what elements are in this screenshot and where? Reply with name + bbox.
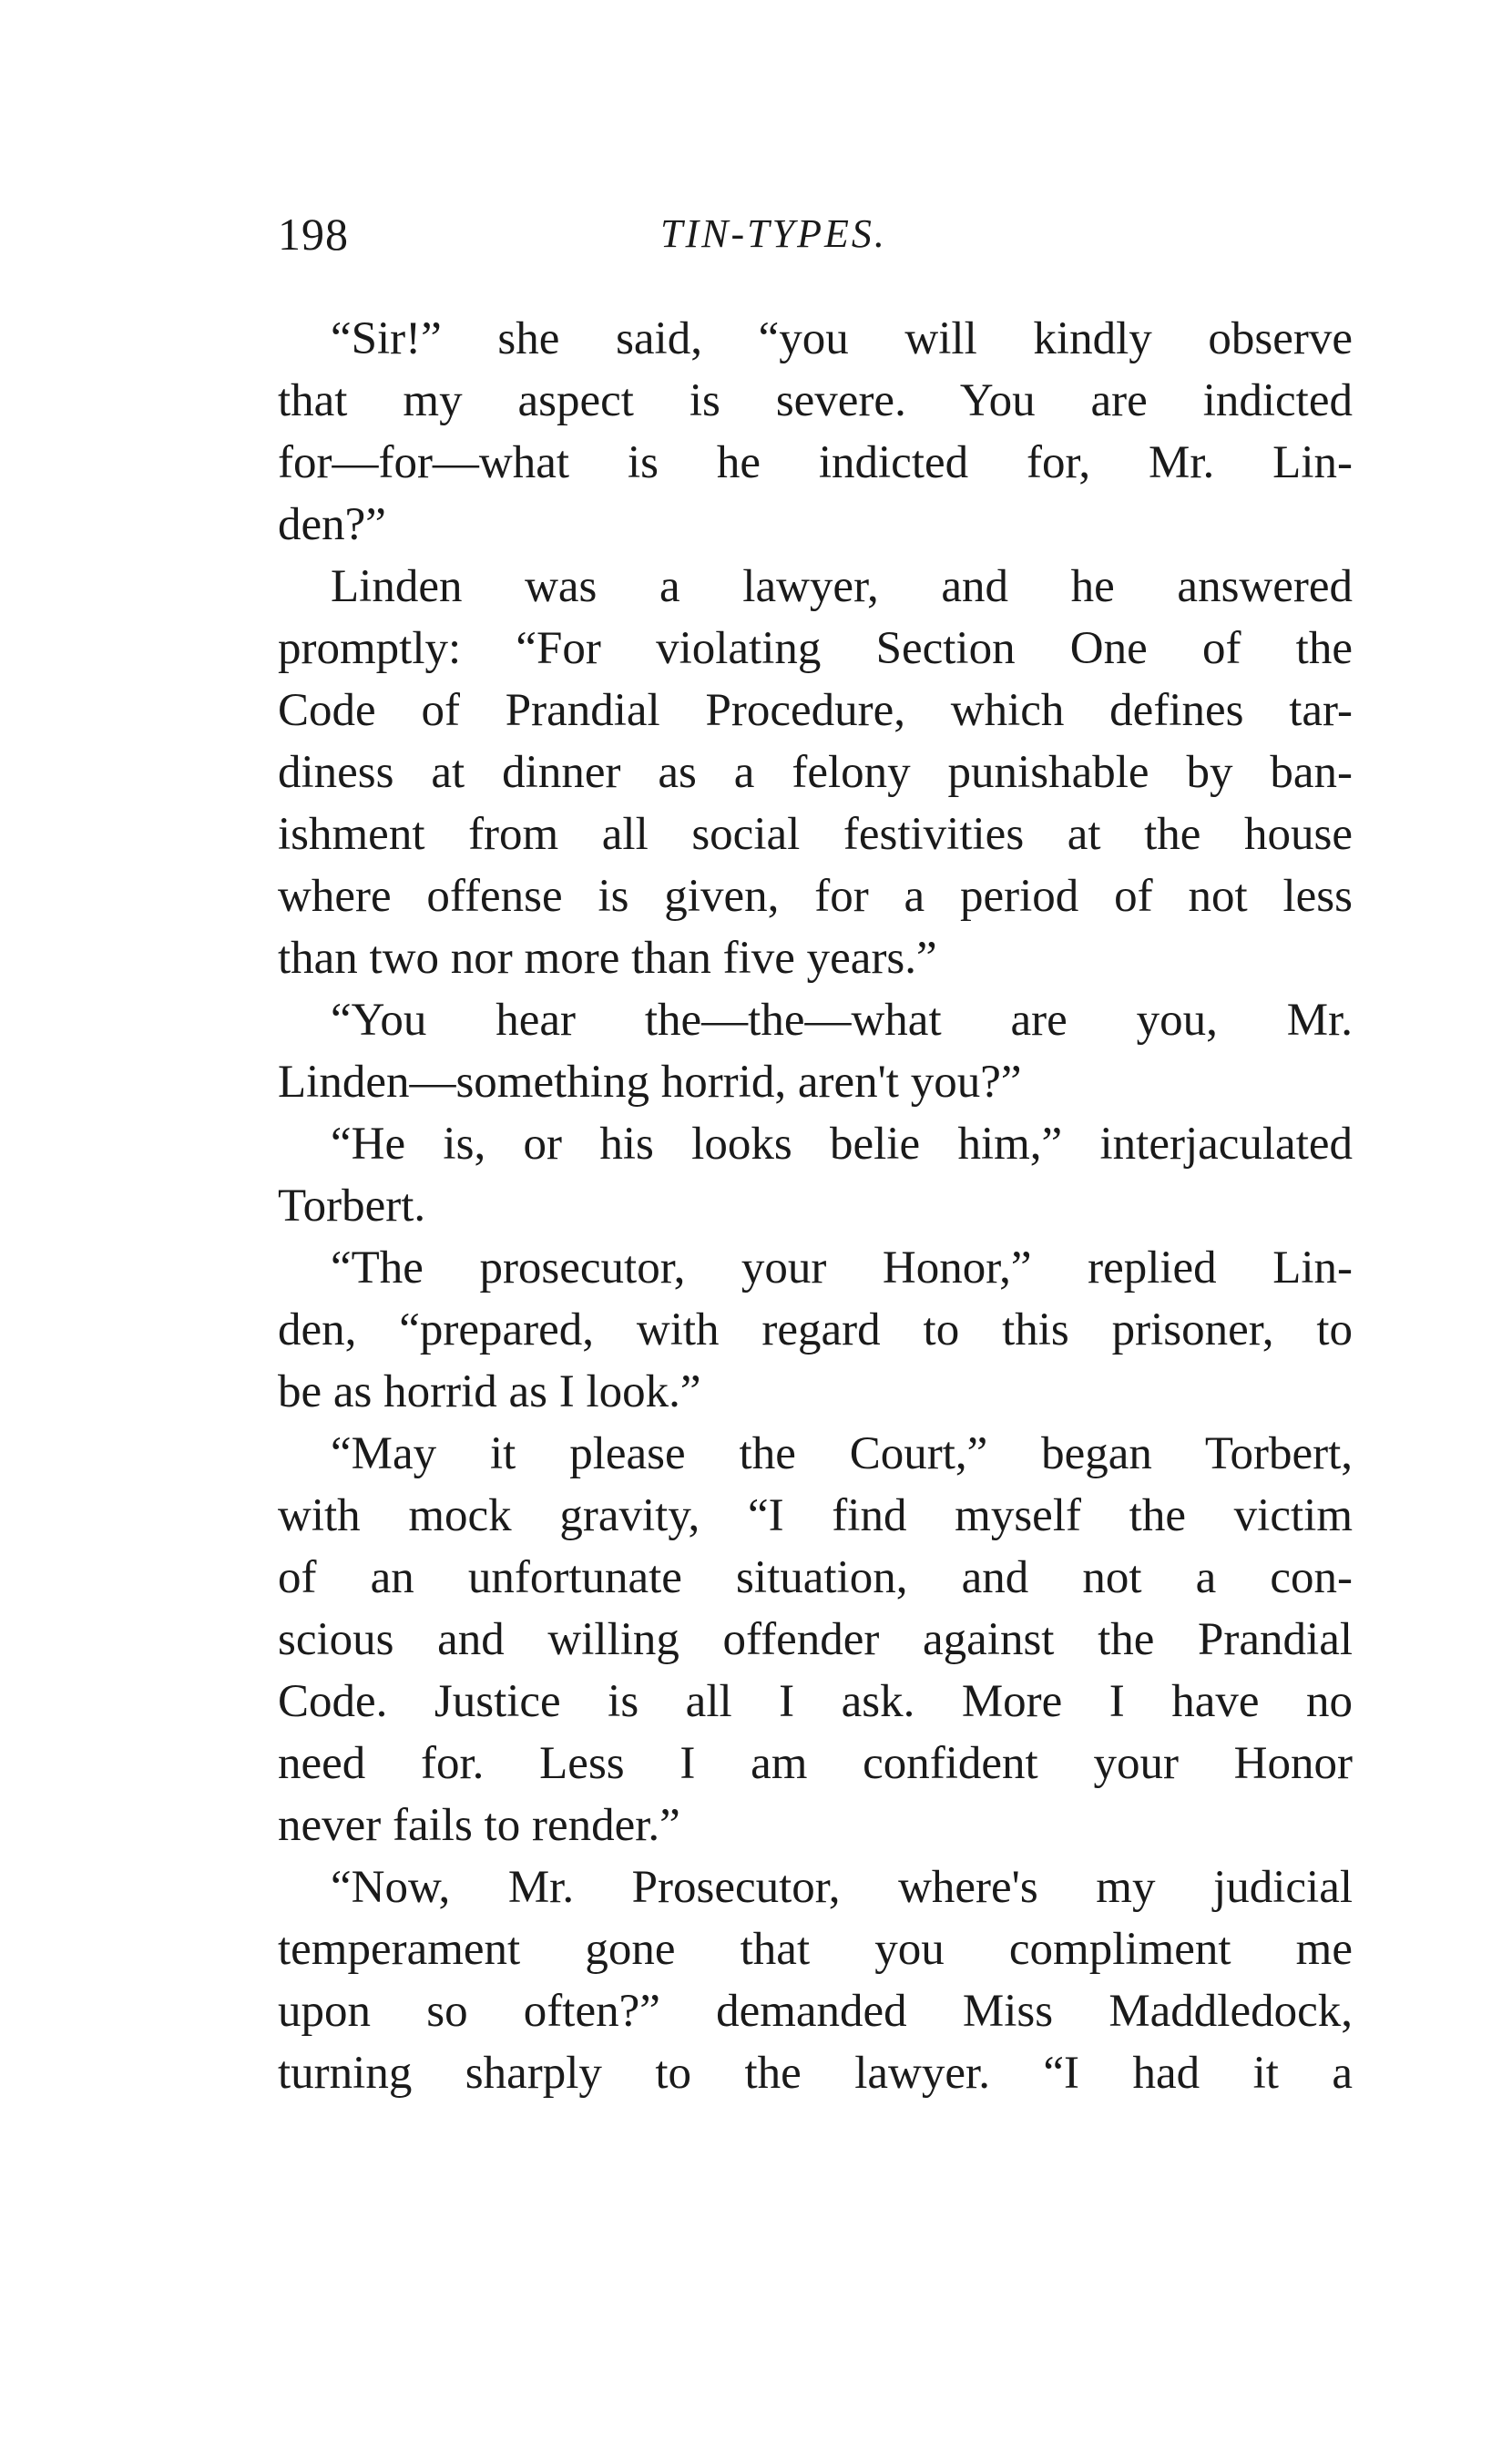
text-line: ishment from all social festivities at the house bbox=[278, 809, 1353, 860]
text-line: Torbert. bbox=[278, 1181, 426, 1232]
text-line: Code. Justice is all I ask. More I have no bbox=[278, 1676, 1353, 1727]
text-line: Linden—something horrid, aren't you?” bbox=[278, 1057, 1022, 1108]
page-number: 198 bbox=[278, 209, 349, 260]
text-line: where offense is given, for a period of not less bbox=[278, 871, 1353, 922]
text-line: upon so often?” demanded Miss Maddledock, bbox=[278, 1986, 1353, 2037]
text-line: need for. Less I am confident your Honor bbox=[278, 1738, 1353, 1789]
text-line: “He is, or his looks belie him,” interjaculated bbox=[331, 1119, 1353, 1170]
text-line: than two nor more than five years.” bbox=[278, 933, 937, 984]
text-line: scious and willing offender against the Prandial bbox=[278, 1614, 1353, 1665]
text-line: be as horrid as I look.” bbox=[278, 1366, 701, 1417]
text-line: temperament gone that you compliment me bbox=[278, 1924, 1353, 1975]
running-head bbox=[278, 202, 1353, 266]
text-line: “May it please the Court,” began Torbert, bbox=[331, 1428, 1353, 1479]
text-line: turning sharply to the lawyer. “I had it a bbox=[278, 2048, 1353, 2099]
text-line: den?” bbox=[278, 499, 386, 550]
text-line: den, “prepared, with regard to this prisoner, to bbox=[278, 1304, 1353, 1355]
running-title: TIN-TYPES. bbox=[660, 211, 887, 256]
text-line: “You hear the—the—what are you, Mr. bbox=[331, 995, 1353, 1046]
text-line: promptly: “For violating Section One of the bbox=[278, 623, 1353, 674]
text-line: Linden was a lawyer, and he answered bbox=[331, 561, 1353, 612]
text-line: diness at dinner as a felony punishable by ban- bbox=[278, 747, 1353, 798]
text-line: with mock gravity, “I find myself the victim bbox=[278, 1490, 1353, 1541]
text-line: “The prosecutor, your Honor,” replied Lin- bbox=[331, 1242, 1353, 1293]
text-line: for—for—what is he indicted for, Mr. Lin- bbox=[278, 437, 1353, 488]
text-line: never fails to render.” bbox=[278, 1800, 680, 1851]
text-line: “Sir!” she said, “you will kindly observe bbox=[331, 313, 1353, 364]
text-line: of an unfortunate situation, and not a con- bbox=[278, 1552, 1353, 1603]
text-line: that my aspect is severe. You are indicted bbox=[278, 375, 1353, 426]
body-text bbox=[278, 308, 1353, 2104]
text-line: “Now, Mr. Prosecutor, where's my judicial bbox=[331, 1862, 1353, 1913]
text-line: Code of Prandial Procedure, which defines tar- bbox=[278, 685, 1353, 736]
